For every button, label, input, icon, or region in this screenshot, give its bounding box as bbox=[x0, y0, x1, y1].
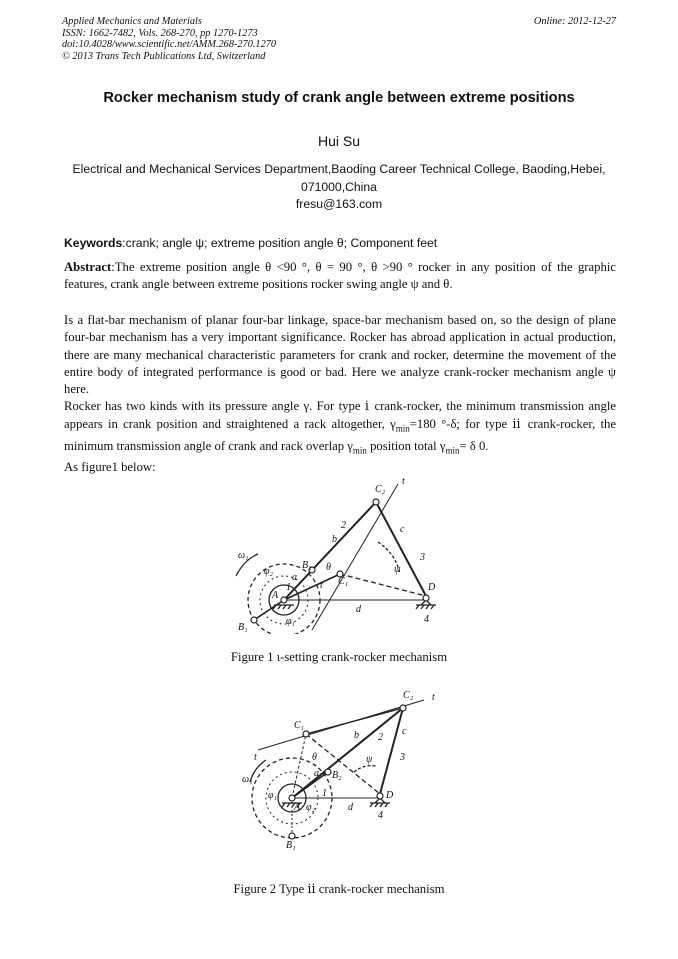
fig2-label-d: d bbox=[348, 802, 353, 813]
joint-c1 bbox=[303, 731, 309, 737]
abstract-text: :The extreme position angle θ <90 °, θ = 90 °, θ >90 ° rocker in any position of the graphic features, crank angle between extreme positions rocker swing angle ψ and θ. bbox=[64, 260, 616, 292]
joint-d bbox=[423, 595, 429, 601]
journal-name: Applied Mechanics and Materials bbox=[62, 16, 202, 27]
fig1-label-b2: B₂ bbox=[302, 560, 312, 571]
joint-b1 bbox=[251, 617, 257, 623]
joint-a bbox=[281, 597, 287, 603]
fig1-label-c: c bbox=[400, 524, 405, 535]
joint-c2 bbox=[373, 499, 379, 505]
affiliation-line-2: 071000,China bbox=[301, 179, 377, 194]
fig1-label-a: a bbox=[292, 572, 297, 583]
fig1-label-4: 4 bbox=[424, 614, 429, 625]
author-name: Hui Su bbox=[317, 133, 361, 149]
joint-c2 bbox=[400, 705, 406, 711]
rocker-c1 bbox=[340, 574, 426, 596]
fig1-label-phi1: φ₁ bbox=[286, 616, 296, 627]
figure-1-diagram bbox=[228, 474, 458, 634]
joint-b2 bbox=[325, 769, 331, 775]
fig1-label-c1: C₁ bbox=[338, 576, 349, 587]
p2-part-d: = δ 0. bbox=[459, 438, 489, 453]
figure-1-caption: Figure 1 ι-setting crank-rocker mechanism bbox=[230, 650, 448, 664]
fig2-label-t: t bbox=[432, 692, 435, 703]
fig2-label-psi: ψ bbox=[366, 754, 373, 765]
p2-part-b: =180 °-δ; for type ⅱ crank-rocker, the minimum transmission angle of crank and rack overlap γ bbox=[64, 416, 616, 453]
online-date: Online: 2012-12-27 bbox=[533, 16, 616, 27]
joint-b1 bbox=[289, 833, 295, 839]
fig1-label-d: d bbox=[356, 604, 361, 615]
fig2-label-b: b bbox=[354, 730, 359, 741]
fig1-label-t: t bbox=[402, 476, 405, 487]
p2-sub-1: min bbox=[395, 423, 410, 434]
fig2-label-theta: θ bbox=[312, 752, 317, 763]
link-b bbox=[284, 502, 376, 600]
keywords-label: Keywords bbox=[64, 236, 123, 250]
fig1-label-d-point: D bbox=[428, 582, 436, 593]
fig2-label-b2: B₂ bbox=[332, 770, 342, 781]
joint-d bbox=[377, 793, 383, 799]
fig1-label-t2: t bbox=[320, 580, 323, 591]
affiliation bbox=[50, 161, 628, 214]
abstract-label: Abstract bbox=[64, 260, 112, 274]
p2-sub-3: min bbox=[445, 445, 460, 456]
fig1-label-1: 1 bbox=[286, 582, 291, 593]
p2-part-c: position total γ bbox=[366, 438, 446, 453]
paper-title: Rocker mechanism study of crank angle between extreme positions bbox=[103, 90, 575, 106]
fig2-label-2: 2 bbox=[378, 732, 383, 743]
fig1-label-b1: B₁ bbox=[238, 622, 248, 633]
fig1-label-3: 3 bbox=[420, 552, 425, 563]
fig1-label-phi2: φ₂ bbox=[264, 566, 274, 577]
body-paragraph-3: As figure1 below: bbox=[64, 460, 156, 475]
body-paragraph-1: Is a flat-bar mechanism of planar four-bar linkage, space-bar mechanism based on, so the design of plane four-bar mechanism has a very important significance. Rocker has abroad application in actual production, there are many mechanical characteristic parameters for crank and rocker, determine the movement of the entire body of integrated performance is good or bad. Here we analyze crank-rocker mechanism angle ψ here. bbox=[64, 313, 616, 397]
fig1-label-2: 2 bbox=[341, 520, 346, 531]
keywords-text: :crank; angle ψ; extreme position angle θ; Component feet bbox=[122, 236, 438, 250]
fig2-label-t2: t bbox=[254, 752, 257, 763]
copyright-line: © 2013 Trans Tech Publications Ltd, Switzerland bbox=[62, 50, 266, 62]
psi-arc bbox=[354, 766, 376, 772]
figure-2-diagram bbox=[228, 686, 468, 850]
fig2-label-c2: C₂ bbox=[403, 690, 414, 701]
abstract bbox=[64, 259, 616, 294]
fig2-label-4: 4 bbox=[378, 810, 383, 821]
figure-2-caption: Figure 2 Type ⅱ crank-rocker mechanism bbox=[233, 882, 445, 896]
fig2-label-d-point: D bbox=[386, 790, 394, 801]
link-b bbox=[292, 708, 403, 798]
fig2-label-c: c bbox=[402, 726, 407, 737]
fig1-label-b: b bbox=[332, 534, 337, 545]
fig2-label-phi2: φ₂ bbox=[306, 802, 316, 813]
fig2-label-b1: B₁ bbox=[286, 840, 296, 850]
issn-line: ISSN: 1662-7482, Vols. 268-270, pp 1270-1273 bbox=[62, 27, 258, 39]
fig1-label-theta: θ bbox=[326, 562, 331, 573]
doi-line: doi:10.4028/www.scientific.net/AMM.268-270.1270 bbox=[62, 39, 277, 51]
body-text bbox=[64, 312, 616, 477]
fig1-label-omega: ω₁ bbox=[238, 550, 249, 561]
fig2-label-3: 3 bbox=[400, 752, 405, 763]
fig2-label-omega: ω₁ bbox=[242, 774, 253, 785]
fig1-label-c2: C₂ bbox=[375, 484, 386, 495]
fig2-label-phi1: φ₁ bbox=[268, 790, 278, 801]
fig2-label-a: a bbox=[314, 768, 319, 779]
fig1-label-psi: ψ bbox=[394, 564, 401, 575]
rocker-c2 bbox=[376, 502, 426, 596]
p2-sub-2: min bbox=[352, 445, 367, 456]
fig2-label-a-point: A bbox=[294, 802, 301, 813]
body-paragraph-2 bbox=[64, 398, 616, 459]
keywords bbox=[64, 236, 616, 250]
affiliation-line-1: Electrical and Mechanical Services Department,Baoding Career Technical College, Baoding,Hebei, bbox=[72, 162, 606, 176]
fig2-label-c1: C₁ bbox=[294, 720, 305, 731]
rocker-c2 bbox=[380, 708, 403, 794]
author-email: fresu@163.com bbox=[295, 197, 383, 211]
p2-part-a: Rocker has two kinds with its pressure angle γ. For type ⅰ crank-rocker, the minimum transmission angle appears in crank position and straightened a rack altogether, γ bbox=[64, 399, 616, 431]
fig2-label-1: 1 bbox=[322, 788, 327, 799]
joint-a bbox=[289, 795, 295, 801]
journal-header bbox=[62, 16, 616, 62]
fig1-label-a-point: A bbox=[272, 590, 279, 601]
